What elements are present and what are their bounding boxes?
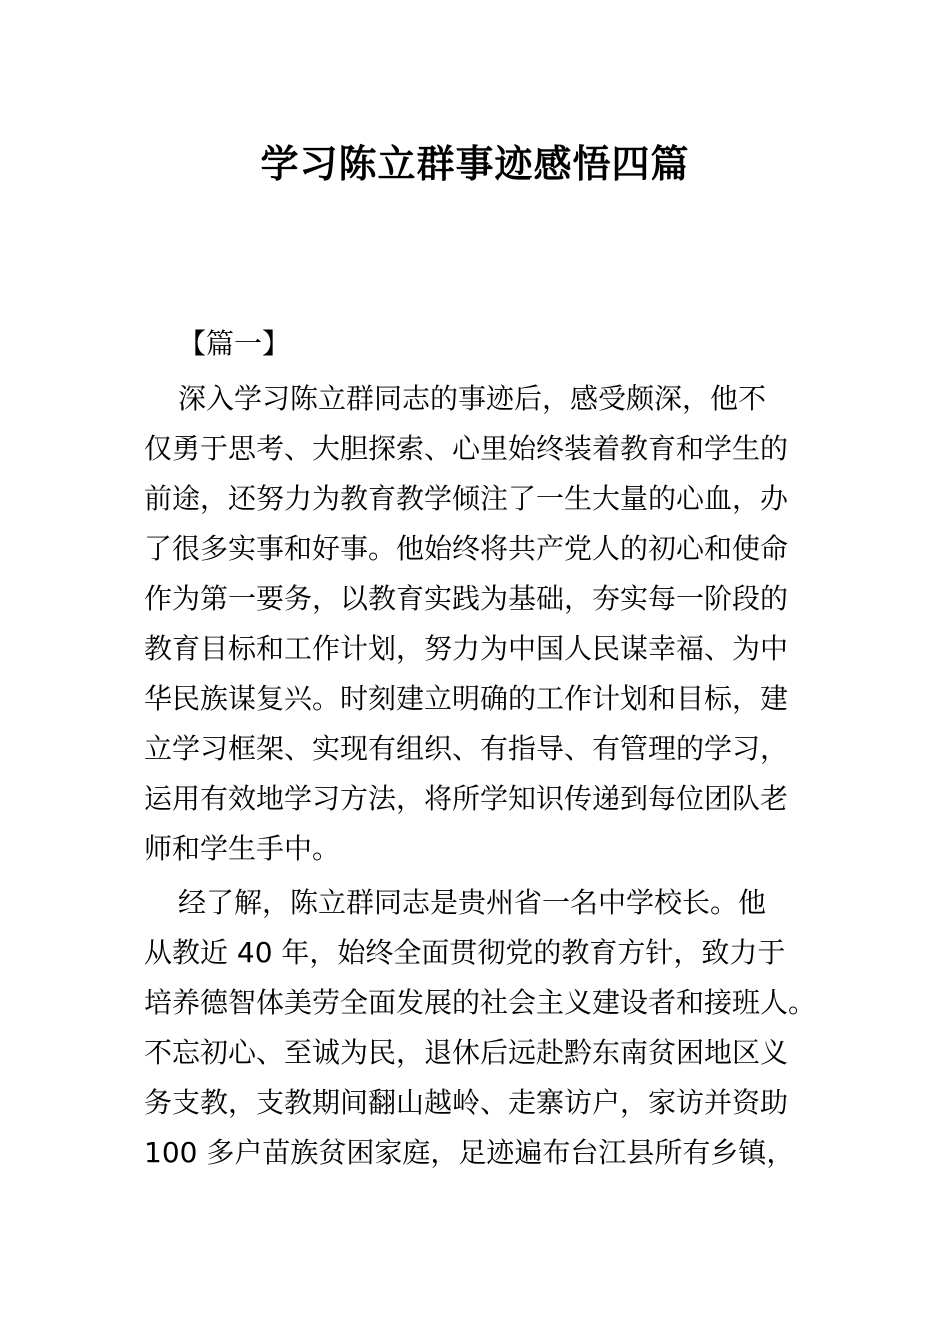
paragraph-line: 运用有效地学习方法，将所学知识传递到每位团队老 — [144, 782, 789, 815]
paragraph-line: 仅勇于思考、大胆探索、心里始终装着教育和学生的 — [144, 432, 789, 465]
section-label: 【篇一】 — [178, 327, 291, 360]
paragraph-1 — [144, 374, 824, 874]
paragraph-line: 100 多户苗族贫困家庭，足迹遍布台江县所有乡镇， — [144, 1136, 795, 1169]
paragraph-line: 培养德智体美劳全面发展的社会主义建设者和接班人。 — [144, 986, 817, 1019]
paragraph-line: 师和学生手中。 — [144, 832, 341, 865]
paragraph-line: 了很多实事和好事。他始终将共产党人的初心和使命 — [144, 532, 789, 565]
paragraph-line: 深入学习陈立群同志的事迹后，感受颇深，他不 — [178, 382, 767, 415]
paragraph-line: 华民族谋复兴。时刻建立明确的工作计划和目标，建 — [144, 682, 789, 715]
paragraph-line: 立学习框架、实现有组织、有指导、有管理的学习， — [144, 732, 789, 765]
paragraph-line: 经了解，陈立群同志是贵州省一名中学校长。他 — [178, 886, 767, 919]
paragraph-line: 前途，还努力为教育教学倾注了一生大量的心血，办 — [144, 482, 789, 515]
paragraph-line: 不忘初心、至诚为民，退休后远赴黔东南贫困地区义 — [144, 1036, 789, 1069]
paragraph-line: 务支教，支教期间翻山越岭、走寨访户，家访并资助 — [144, 1086, 789, 1119]
paragraph-line: 教育目标和工作计划，努力为中国人民谋幸福、为中 — [144, 632, 789, 665]
paragraph-line: 作为第一要务，以教育实践为基础，夯实每一阶段的 — [144, 582, 789, 615]
paragraph-2 — [144, 878, 824, 1178]
document-title: 学习陈立群事迹感悟四篇 — [260, 142, 690, 186]
paragraph-line: 从教近 40 年，始终全面贯彻党的教育方针，致力于 — [144, 936, 786, 969]
